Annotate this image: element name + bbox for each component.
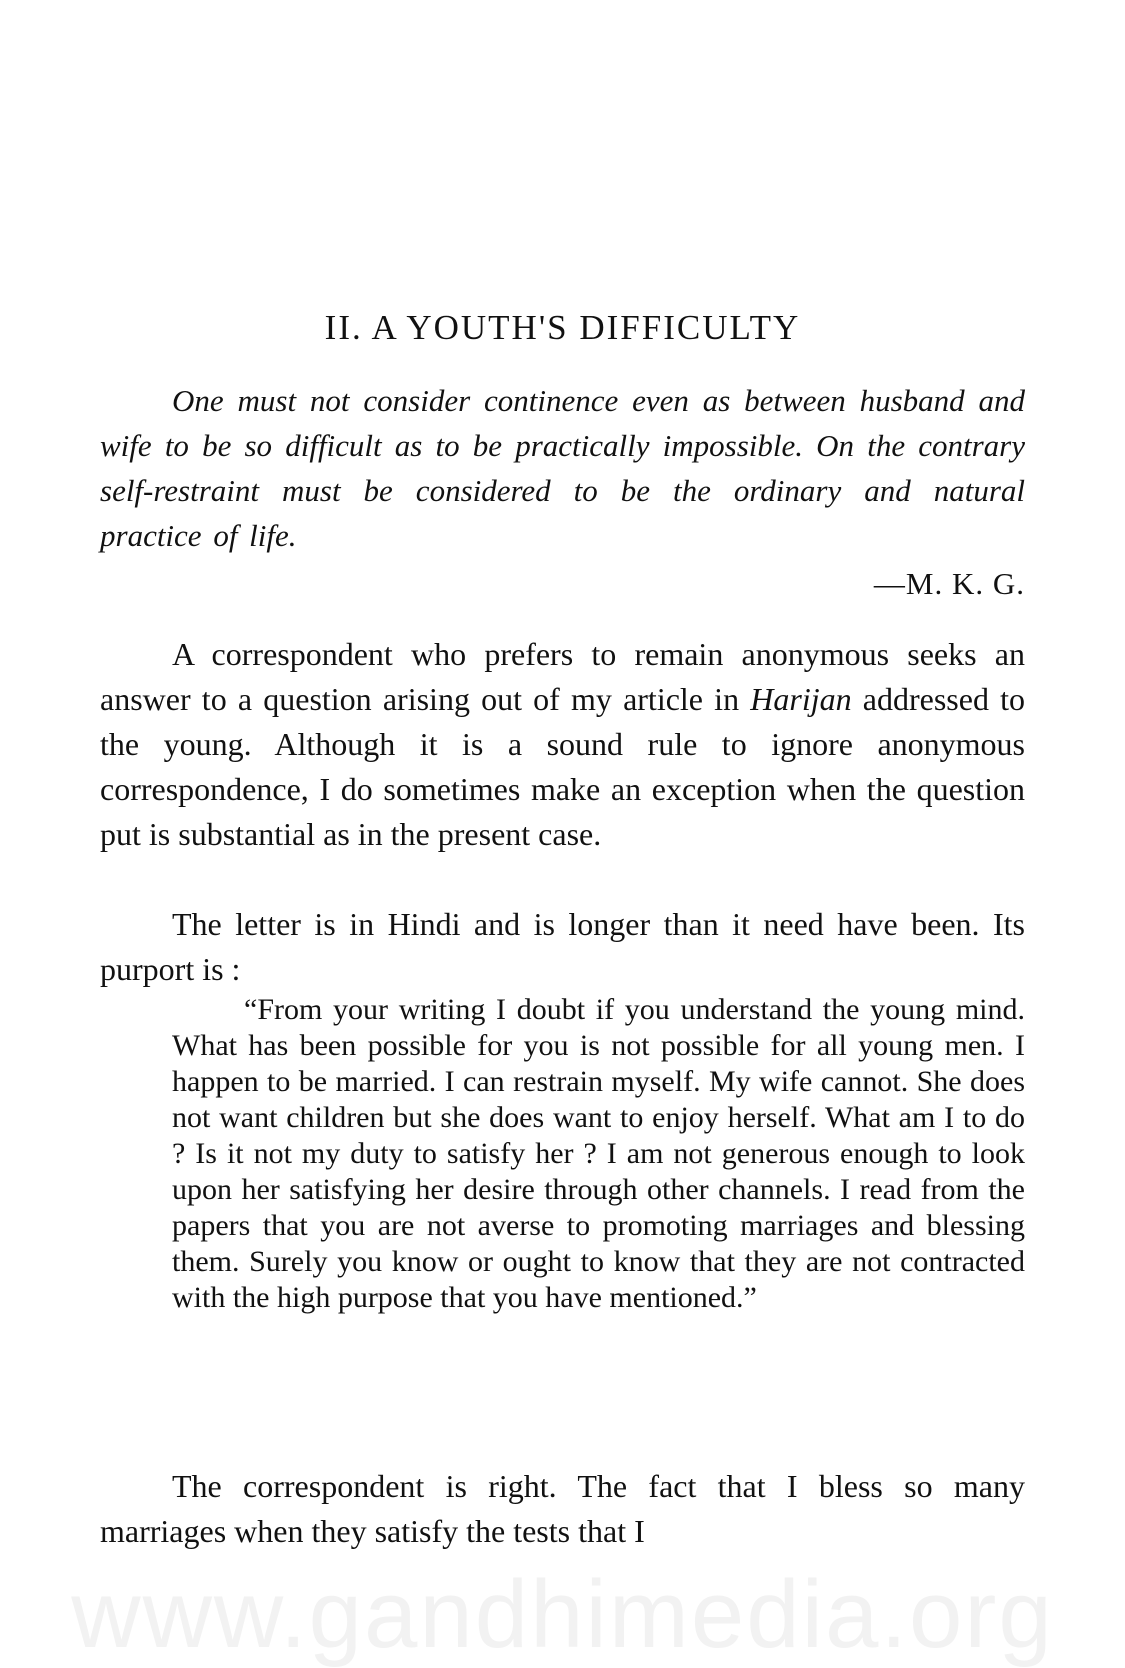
paragraph-1-part-a: A correspondent who prefers to remain anonymous seeks an answer to a question arising out of my article in [100,636,1025,717]
block-quote-text: “From your writing I doubt if you understand the young mind. What has been possible for you is not possible for all young men. I happen to be married. I can restrain myself. My wife cannot. She does not want children but she does want to enjoy herself. What am I to do ? Is it not my duty to satisfy her ? I am not generous enough to look upon her satisfying her desire through other channels. I read from the papers that you are not averse to promoting marriages and blessing them. Surely you know or ought to know that they are not contracted with the high purpose that you have mentioned.” [172,993,1025,1314]
chapter-title: II. A YOUTH'S DIFFICULTY [324,308,801,347]
paragraph-3 [100,1464,1025,1554]
paragraph-3-text: The correspondent is right. The fact that I bless so many marriages when they satisfy the tests that I [100,1468,1025,1549]
paragraph-2-text: The letter is in Hindi and is longer than it need have been. Its purport is : [100,906,1025,987]
harijan-title: Harijan [750,681,852,717]
watermark: www.gandhimedia.org [71,1561,1054,1668]
epigraph-attribution: —M. K. G. [873,566,1025,601]
book-page [100,0,1025,1662]
paragraph-1-text [100,632,1025,857]
block-quote [172,992,1025,1316]
epigraph-text: One must not consider continence even as between husband and wife to be so difficult as to be practically impossible. On the contrary self-restraint must be considered to be the ordinary and natural practice of life. [100,383,1025,553]
epigraph [100,378,1025,558]
paragraph-1-part-b: addressed to the young. Although it is a sound rule to ignore anonymous correspondence, I do sometimes make an exception when the question put is substantial as in the present case. [100,681,1026,852]
paragraph-2 [100,902,1025,992]
paragraph-1 [100,632,1025,857]
